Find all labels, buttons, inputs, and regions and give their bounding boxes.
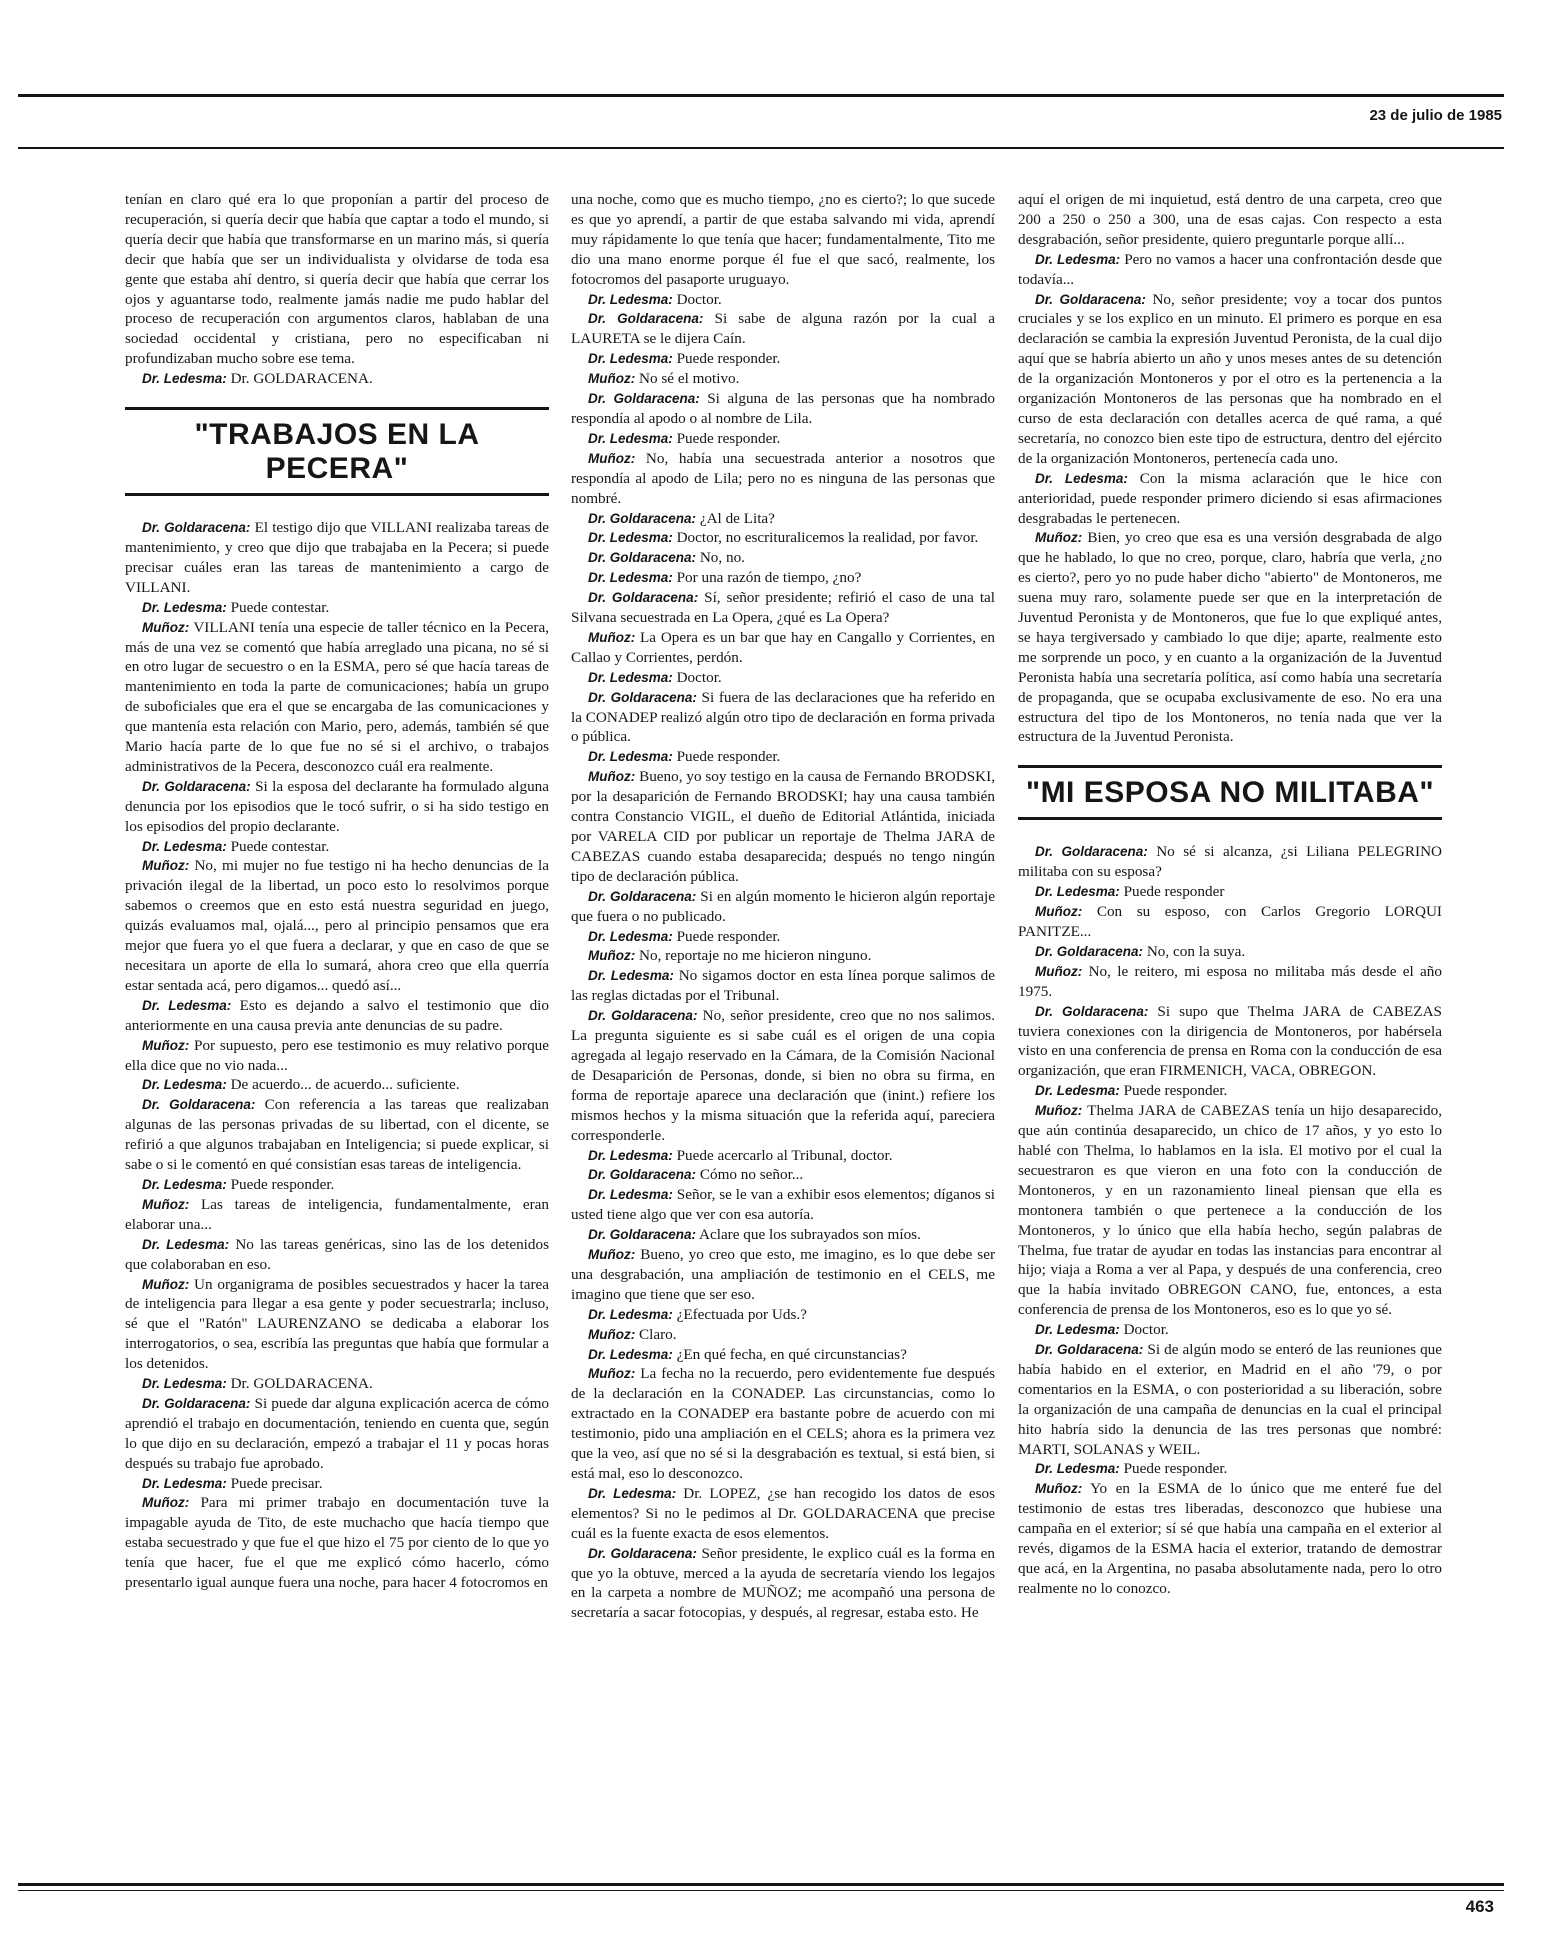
transcript-paragraph <box>125 1195 549 1235</box>
speaker-label: Dr. Ledesma: <box>1035 884 1120 900</box>
paragraph-text: Yo en la ESMA de lo único que me enteré fue del testimonio de estas tres liberadas, desconozco que hubiese una campaña en el exterior; sí sé que había una campaña en el exterior al revés, digamos de la ESMA hacia el exterior, tratando de demostrar que acá, en la Argentina, no pasaba absolutamente nada, pero lo otro realmente no lo conozco. <box>1018 1480 1442 1597</box>
speaker-label: Muñoz: <box>1035 530 1083 546</box>
speaker-label: Dr. Ledesma: <box>1035 1083 1120 1099</box>
paragraph-text: No sigamos doctor en esta línea porque salimos de las reglas dictadas por el Tribunal. <box>571 967 995 1005</box>
transcript-paragraph <box>571 509 995 529</box>
text-column-1 <box>125 190 549 1830</box>
paragraph-text: una noche, como que es mucho tiempo, ¿no es cierto?; lo que sucede es que yo aprendí, a partir de que estaba salvando mi vida, aprendí muy rápidamente lo que tenía que hacer; fundamentalmente, Tito me dio una mano enorme porque él fue el que sacó, realmente, los fotocromos del pasaporte uruguayo. <box>571 191 995 288</box>
transcript-paragraph <box>125 1493 549 1593</box>
speaker-label: Dr. Goldaracena: <box>588 311 704 327</box>
transcript-paragraph <box>125 856 549 995</box>
transcript-paragraph <box>125 777 549 837</box>
speaker-label: Dr. Ledesma: <box>588 749 673 765</box>
transcript-paragraph <box>571 927 995 947</box>
paragraph-text: ¿Efectuada por Uds.? <box>676 1305 807 1323</box>
paragraph-text: Si supo que Thelma JARA de CABEZAS tuviera conexiones con la dirigencia de Montoneros, por habérsela visto en una conferencia de prensa en Roma con la conducción de esa organización, que eran FIRMENICH, VACA, OBREGON. <box>1018 1002 1442 1080</box>
speaker-label: Dr. Goldaracena: <box>142 778 251 794</box>
transcript-paragraph <box>571 429 995 449</box>
transcript-paragraph <box>571 449 995 509</box>
speaker-label: Dr. Goldaracena: <box>588 888 697 904</box>
speaker-label: Muñoz: <box>588 1326 636 1342</box>
speaker-label: Dr. Goldaracena: <box>1035 291 1146 307</box>
speaker-label: Muñoz: <box>588 948 636 964</box>
transcript-paragraph <box>571 190 995 290</box>
speaker-label: Muñoz: <box>588 371 636 387</box>
speaker-label: Dr. Ledesma: <box>588 1147 673 1163</box>
transcript-paragraph <box>1018 902 1442 942</box>
paragraph-text: No, no. <box>699 549 745 567</box>
paragraph-text: Puede responder. <box>230 1175 335 1193</box>
speaker-label: Dr. Ledesma: <box>588 1187 673 1203</box>
paragraph-text: No, le reitero, mi esposa no militaba más desde el año 1975. <box>1018 962 1442 1000</box>
transcript-paragraph <box>571 1245 995 1305</box>
speaker-label: Dr. Goldaracena: <box>588 1167 697 1183</box>
speaker-label: Dr. Goldaracena: <box>142 1097 256 1113</box>
speaker-label: Muñoz: <box>142 1196 190 1212</box>
speaker-label: Dr. Ledesma: <box>588 1485 677 1501</box>
transcript-paragraph <box>571 349 995 369</box>
paragraph-text: Dr. LOPEZ, ¿se han recogido los datos de esos elementos? Si no le pedimos al Dr. GOLDARACENA que precise cuál es la fuente exacta de esos elementos. <box>571 1484 995 1542</box>
paragraph-text: Puede responder. <box>676 350 781 368</box>
paragraph-text: De acuerdo... de acuerdo... suficiente. <box>230 1076 460 1094</box>
paragraph-text: Para mi primer trabajo en documentación tuve la impagable ayuda de Tito, de este muchacho que hacía tiempo que estaba secuestrado y que fue el que hizo el 75 por ciento de lo que yo tenía que hacer, fue el que me explicó cómo hacerlo, cómo presentarlo igual aunque fuera una noche, para hacer 4 fotocromos en <box>125 1494 549 1592</box>
transcript-paragraph <box>1018 1479 1442 1598</box>
paragraph-text: No, con la suya. <box>1146 942 1246 960</box>
speaker-label: Dr. Ledesma: <box>142 1236 230 1252</box>
transcript-paragraph <box>125 1075 549 1095</box>
transcript-paragraph <box>571 1006 995 1145</box>
speaker-label: Dr. Ledesma: <box>588 1346 673 1362</box>
transcript-paragraph <box>125 1394 549 1474</box>
paragraph-text: No, había una secuestrada anterior a nosotros que respondía al apodo de Lila; pero no es ninguna de las personas que nombré. <box>571 449 995 507</box>
paragraph-text: Doctor, no escrituralicemos la realidad, por favor. <box>676 529 979 547</box>
paragraph-text: Un organigrama de posibles secuestrados y hacer la tarea de inteligencia para llegar a esa gente y poder secuestrarla; incluso, sé que el "Ratón" LAURENZANO se dedicaba a elaborar los interrogatorios, o sea, escribía las preguntas que había que formular a los detenidos. <box>125 1275 549 1373</box>
header-date: 23 de julio de 1985 <box>1369 107 1502 124</box>
speaker-label: Dr. Ledesma: <box>588 291 673 307</box>
transcript-paragraph <box>571 588 995 628</box>
transcript-paragraph <box>1018 882 1442 902</box>
transcript-paragraph <box>1018 190 1442 250</box>
paragraph-text: No sé el motivo. <box>639 370 740 388</box>
paragraph-text: No las tareas genéricas, sino las de los detenidos que colaboraban en eso. <box>125 1235 549 1273</box>
paragraph-text: Con la misma aclaración que le hice con anterioridad, puede responder primero diciendo si esas afirmaciones desgrabadas le pertenecen. <box>1018 469 1442 527</box>
transcript-paragraph <box>1018 962 1442 1002</box>
speaker-label: Muñoz: <box>588 1247 636 1263</box>
speaker-label: Dr. Goldaracena: <box>588 1545 697 1561</box>
transcript-paragraph <box>571 1225 995 1245</box>
speaker-label: Dr. Ledesma: <box>142 599 227 615</box>
transcript-paragraph <box>1018 1002 1442 1082</box>
transcript-paragraph <box>571 528 995 548</box>
speaker-label: Dr. Ledesma: <box>1035 1461 1120 1477</box>
speaker-label: Dr. Ledesma: <box>142 371 227 387</box>
paragraph-text: No, mi mujer no fue testigo ni ha hecho denuncias de la privación ilegal de la libertad, un poco esto lo resolvimos porque sabemos o creemos que en esto está nuestra seguridad en juego, quizás evaluamos mal, ojalá..., pero al principio pensamos que era mejor que fuera yo el que fuera a declarar, y que en caso de que se necesitara un aporte de ella lo sumará, ahora creo que ella querría estar sentada acá, pero digamos... quedó así... <box>125 857 549 994</box>
transcript-paragraph <box>1018 1081 1442 1101</box>
transcript-paragraph <box>571 1364 995 1483</box>
transcript-paragraph <box>571 1325 995 1345</box>
transcript-paragraph <box>1018 1320 1442 1340</box>
footer-rule-thin <box>18 1890 1504 1891</box>
paragraph-text: No, señor presidente; voy a tocar dos puntos cruciales y se los explico en un minuto. El primero es porque en esa declaración se cambia la expresión Juventud Peronista, de la cual dijo aquí que se habría abierto un año y unos meses antes de su detención de la organización Montoneros y por el otro es la pertenencia a la organización Montoneros de las personas que ha nombrado en el curso de esta declaración con detalles acerca de qué rama, a qué secretaría, no conozco bien este tipo de estructura, dentro del ejército de la organización Montoneros, pertenecía cada uno. <box>1018 290 1442 467</box>
paragraph-text: La fecha no la recuerdo, pero evidentemente fue después de la declaración en la CONADEP. Las circunstancias, como lo extractado en la CONADEP era bastante pobre de acuerdo con mi testimonio, pido una ampliación en el CELS; ahora es la primera vez que la veo, así que no sé si la desgrabación es textual, si está bien, si está mal, eso lo desconozco. <box>571 1365 995 1482</box>
paragraph-text: Si fuera de las declaraciones que ha referido en la CONADEP realizó algún otro tipo de declaración en forma privada o pública. <box>571 688 995 746</box>
paragraph-text: Cómo no señor... <box>699 1166 804 1184</box>
transcript-paragraph <box>1018 842 1442 882</box>
paragraph-text: Puede contestar. <box>230 837 330 855</box>
paragraph-text: Doctor. <box>676 668 722 686</box>
transcript-paragraph <box>571 1165 995 1185</box>
paragraph-text: Con su esposo, con Carlos Gregorio LORQUI PANITZE... <box>1018 903 1442 940</box>
paragraph-text: Por supuesto, pero ese testimonio es muy relativo porque ella dice que no vio nada... <box>125 1036 549 1074</box>
transcript-paragraph <box>571 1484 995 1544</box>
paragraph-text: Puede precisar. <box>230 1474 323 1492</box>
speaker-label: Dr. Ledesma: <box>142 1176 227 1192</box>
transcript-paragraph <box>1018 290 1442 469</box>
speaker-label: Dr. Goldaracena: <box>1035 1003 1149 1019</box>
paragraph-text: Esto es dejando a salvo el testimonio que dio anteriormente en una causa previa ante denuncias de su padre. <box>125 996 549 1034</box>
transcript-paragraph <box>571 1345 995 1365</box>
transcript-paragraph <box>1018 528 1442 747</box>
paragraph-text: No sé si alcanza, ¿si Liliana PELEGRINO militaba con su esposa? <box>1018 843 1442 881</box>
text-column-3 <box>1018 190 1442 1830</box>
transcript-paragraph <box>571 1305 995 1325</box>
transcript-paragraph <box>125 598 549 618</box>
transcript-paragraph <box>125 837 549 857</box>
section-headline: "MI ESPOSA NO MILITABA" <box>1018 765 1442 820</box>
paragraph-text: Sí, señor presidente; refirió el caso de una tal Silvana secuestrada en La Opera, ¿qué es La Opera? <box>571 589 995 627</box>
transcript-paragraph <box>571 628 995 668</box>
transcript-paragraph <box>125 518 549 598</box>
transcript-paragraph <box>571 548 995 568</box>
speaker-label: Muñoz: <box>588 769 636 785</box>
paragraph-text: No, reportaje no me hicieron ninguno. <box>639 947 872 965</box>
speaker-label: Dr. Goldaracena: <box>588 1227 697 1243</box>
paragraph-text: Puede contestar. <box>230 598 330 616</box>
paragraph-text: tenían en claro qué era lo que proponían a partir del proceso de recuperación, si quería decir que había que captar a todo el mundo, si quería decir que había que transformarse en un marino más, si quería decir que había que ser un individualista y olvidarse de toda esa gente que estaba ahí dentro, si quería decir que había que cerrar los ojos y aguantarse todo, realmente jamás nadie me pudo hablar del proceso de recuperación con argumentos claros, hablaban de una sociedad occidental y cristiana, pero no especificaban ni profundizaban mucho sobre ese tema. <box>125 191 549 368</box>
speaker-label: Dr. Ledesma: <box>588 1306 673 1322</box>
transcript-paragraph <box>571 1146 995 1166</box>
speaker-label: Dr. Goldaracena: <box>142 520 251 536</box>
transcript-paragraph <box>571 668 995 688</box>
transcript-paragraph <box>1018 1340 1442 1459</box>
paragraph-text: Si sabe de alguna razón por la cual a LAURETA se le dijera Caín. <box>571 310 995 348</box>
paragraph-text: Dr. GOLDARACENA. <box>230 1375 373 1393</box>
transcript-paragraph <box>571 767 995 886</box>
speaker-label: Muñoz: <box>142 858 190 874</box>
text-column-2 <box>571 190 995 1830</box>
transcript-paragraph <box>571 369 995 389</box>
transcript-paragraph <box>125 996 549 1036</box>
speaker-label: Dr. Ledesma: <box>142 1077 227 1093</box>
speaker-label: Dr. Ledesma: <box>142 1376 227 1392</box>
transcript-paragraph <box>571 887 995 927</box>
speaker-label: Dr. Ledesma: <box>1035 1322 1120 1338</box>
paragraph-text: Si la esposa del declarante ha formulado alguna denuncia por los episodios que le tocó sufrir, o si ha sido testigo en los episodios del propio declarante. <box>125 777 549 835</box>
transcript-paragraph <box>571 946 995 966</box>
paragraph-text: aquí el origen de mi inquietud, está dentro de una carpeta, creo que 200 a 250 o 250 a 300, una de esas cajas. Con respecto a esta desgrabación, señor presidente, quiero preguntarle porque allí... <box>1018 191 1442 248</box>
header-rule <box>18 147 1504 149</box>
transcript-paragraph <box>1018 469 1442 529</box>
transcript-paragraph <box>571 389 995 429</box>
paragraph-text: ¿Al de Lita? <box>699 509 775 527</box>
paragraph-text: Si en algún momento le hicieron algún reportaje que fuera o no publicado. <box>571 887 995 925</box>
paragraph-text: La Opera es un bar que hay en Cangallo y Corrientes, en Callao y Corrientes, perdón. <box>571 628 995 666</box>
paragraph-text: Claro. <box>639 1325 677 1343</box>
speaker-label: Muñoz: <box>142 1495 190 1511</box>
paragraph-text: Dr. GOLDARACENA. <box>230 370 373 388</box>
transcript-paragraph <box>125 1036 549 1076</box>
speaker-label: Dr. Ledesma: <box>142 1475 227 1491</box>
paragraph-text: Bueno, yo soy testigo en la causa de Fernando BRODSKI, por la desaparición de Fernando BRODSKI; hay una causa también contra Constancio VIGIL, el dueño de Editorial Atlántida, iniciada por VARELA CID por publicar un reportaje de Thelma JARA de CABEZAS cuando estaba desaparecida; después no tengo ningún tipo de declaración pública. <box>571 768 995 885</box>
transcript-paragraph <box>1018 1459 1442 1479</box>
speaker-label: Dr. Goldaracena: <box>1035 1342 1144 1358</box>
paragraph-text: El testigo dijo que VILLANI realizaba tareas de mantenimiento, y creo que dijo que trabajaba en la Pecera; si puede precisar cuáles eran las tareas de mantenimiento a cargo de VILLANI. <box>125 519 549 596</box>
speaker-label: Dr. Ledesma: <box>588 928 673 944</box>
paragraph-text: Con referencia a las tareas que realizaban algunas de las personas privadas de su libertad, con el dicente, se refirió a que algunos trabajaban en Inteligencia; si puede explicar, si sabe o si le comentó en qué consistían esas tareas de inteligencia. <box>125 1096 549 1174</box>
speaker-label: Dr. Ledesma: <box>142 838 227 854</box>
speaker-label: Dr. Ledesma: <box>588 968 674 984</box>
transcript-paragraph <box>1018 250 1442 290</box>
speaker-label: Muñoz: <box>1035 904 1083 920</box>
speaker-label: Muñoz: <box>1035 963 1083 979</box>
paragraph-text: ¿En qué fecha, en qué circunstancias? <box>676 1345 907 1363</box>
transcript-paragraph <box>125 1095 549 1175</box>
speaker-label: Muñoz: <box>588 450 636 466</box>
speaker-label: Muñoz: <box>588 629 636 645</box>
speaker-label: Dr. Ledesma: <box>1035 251 1121 267</box>
top-rule <box>18 94 1504 97</box>
paragraph-text: Si de algún modo se enteró de las reuniones que había habido en el exterior, en Madrid en el año '79, o por comentarios en la ESMA, o con posterioridad a su liberación, sobre la organización de una campaña de denuncias en la cual el principal hito habría sido la denuncia de las tres personas que nombré: MARTI, SOLANAS y WEIL. <box>1018 1341 1442 1458</box>
section-headline: "TRABAJOS EN LA PECERA" <box>125 407 549 496</box>
speaker-label: Dr. Goldaracena: <box>588 689 697 705</box>
paragraph-text: No, señor presidente, creo que no nos salimos. La pregunta siguiente es si sabe cuál es el origen de una copia agregada al legajo reservado en la Cámara, de la Comisión Nacional de Desaparición de Personas, donde, si bien no obra su firma, en forma de reportaje aparece una declaración que (inint.) refiere los mismos hechos y la misma situación que la referida aquí, pareciera corresponderle. <box>571 1007 995 1144</box>
speaker-label: Dr. Goldaracena: <box>588 391 700 407</box>
speaker-label: Muñoz: <box>588 1366 636 1382</box>
paragraph-text: Puede responder <box>1123 883 1225 901</box>
transcript-paragraph <box>571 688 995 748</box>
transcript-paragraph <box>125 1374 549 1394</box>
speaker-label: Dr. Goldaracena: <box>588 1008 698 1024</box>
transcript-paragraph <box>571 309 995 349</box>
paragraph-text: Puede responder. <box>676 748 781 766</box>
transcript-paragraph <box>125 369 549 389</box>
paragraph-text: Bien, yo creo que esa es una versión desgrabada de algo que he hablado, lo que no creo, porque, claro, habría que verla, ¿no es cierto?, pero yo no pude haber dicho "abierto" de Montoneros, me suena muy raro, solamente puede ser que en la interpretación de Juventud Peronista y de Montoneros, que fue lo que expliqué antes, se haya tergiversado y cambiado lo que dije; aparte, realmente esto me sorprende un poco, y en cuanto a la organización de la Juventud Peronista había una secretaría política, así como había una secretaría de propaganda, que se ocupaba exclusivamente de eso. No era una estructura del tipo de los Montoneros, no tenía nada que ver la estructura de la Juventud Peronista. <box>1018 529 1442 746</box>
paragraph-text: Las tareas de inteligencia, fundamentalmente, eran elaborar una... <box>125 1195 549 1233</box>
speaker-label: Muñoz: <box>142 1276 190 1292</box>
transcript-paragraph <box>571 290 995 310</box>
paragraph-text: Puede responder. <box>1123 1082 1228 1100</box>
transcript-paragraph <box>1018 942 1442 962</box>
paragraph-text: Puede responder. <box>676 429 781 447</box>
footer-rule <box>18 1883 1504 1886</box>
paragraph-text: Señor presidente, le explico cuál es la forma en que yo la obtuve, merced a la ayuda de secretaría viendo los legajos en la carpeta a nombre de MUÑOZ; me acompañó una persona de secretaría a sacar fotocopias, y después, al regresar, estaba esto. He <box>571 1544 995 1622</box>
speaker-label: Dr. Goldaracena: <box>1035 943 1144 959</box>
paragraph-text: Bueno, yo creo que esto, me imagino, es lo que debe ser una desgrabación, una ampliación de testimonio en el CELS, me imagino que tiene que ser eso. <box>571 1246 995 1303</box>
paragraph-text: Señor, se le van a exhibir esos elementos; díganos si usted tiene algo que ver con esa autoría. <box>571 1186 995 1224</box>
transcript-paragraph <box>125 190 549 369</box>
paragraph-text: Puede acercarlo al Tribunal, doctor. <box>676 1146 893 1164</box>
paragraph-text: Doctor. <box>676 290 722 308</box>
speaker-label: Dr. Ledesma: <box>588 530 673 546</box>
paragraph-text: Puede responder. <box>1123 1460 1228 1478</box>
transcript-paragraph <box>571 1185 995 1225</box>
paragraph-text: Si alguna de las personas que ha nombrado respondía al apodo o al nombre de Lila. <box>571 390 995 427</box>
paragraph-text: VILLANI tenía una especie de taller técnico en la Pecera, más de una vez se comentó que había arreglado una picana, no sé si en otro lugar de secuestro o en la ESMA, pero sé que hacía tareas de mantenimiento en toda la parte de comunicaciones; había un grupo de suboficiales que era el que se encargaba de las comunicaciones y que mantenía esta relación con Mario, pero, además, también sé que Mario hacía parte de lo que fue no sé si el archivo, o trabajos administrativos de la Pecera, desconozco cuál era realmente. <box>125 618 549 775</box>
transcript-paragraph <box>125 1235 549 1275</box>
speaker-label: Dr. Goldaracena: <box>142 1395 251 1411</box>
transcript-paragraph <box>571 966 995 1006</box>
paragraph-text: Si puede dar alguna explicación acerca de cómo aprendió el trabajo en documentación, teniendo en cuenta que, según lo que dijo en su declaración, empezó a trabajar el 11 y pocas horas después su trabajo fue aprobado. <box>125 1394 549 1472</box>
page-number: 463 <box>1465 1897 1494 1916</box>
speaker-label: Muñoz: <box>1035 1481 1083 1497</box>
speaker-label: Dr. Ledesma: <box>1035 470 1128 486</box>
speaker-label: Muñoz: <box>1035 1103 1083 1119</box>
speaker-label: Dr. Ledesma: <box>588 570 673 586</box>
paragraph-text: Pero no vamos a hacer una confrontación desde que todavía... <box>1018 250 1442 288</box>
speaker-label: Dr. Goldaracena: <box>588 590 699 606</box>
speaker-label: Dr. Goldaracena: <box>588 550 697 566</box>
speaker-label: Dr. Ledesma: <box>588 351 673 367</box>
speaker-label: Dr. Goldaracena: <box>1035 844 1148 860</box>
transcript-paragraph <box>125 1175 549 1195</box>
speaker-label: Dr. Ledesma: <box>588 669 673 685</box>
speaker-label: Dr. Ledesma: <box>142 997 232 1013</box>
transcript-paragraph <box>125 1275 549 1375</box>
paragraph-text: Puede responder. <box>676 927 781 945</box>
speaker-label: Dr. Goldaracena: <box>588 510 697 526</box>
transcript-paragraph <box>1018 1101 1442 1320</box>
speaker-label: Muñoz: <box>142 619 190 635</box>
paragraph-text: Doctor. <box>1123 1321 1169 1339</box>
transcript-paragraph <box>125 618 549 777</box>
transcript-paragraph <box>571 568 995 588</box>
paragraph-text: Por una razón de tiempo, ¿no? <box>676 569 862 587</box>
speaker-label: Dr. Ledesma: <box>588 430 673 446</box>
transcript-paragraph <box>571 1544 995 1624</box>
transcript-paragraph <box>125 1474 549 1494</box>
transcript-paragraph <box>571 747 995 767</box>
speaker-label: Muñoz: <box>142 1037 190 1053</box>
paragraph-text: Aclare que los subrayados son míos. <box>699 1226 921 1244</box>
paragraph-text: Thelma JARA de CABEZAS tenía un hijo desaparecido, que aún continúa desaparecido, un chico de 17 años, y yo esto lo hablé con Thelma, lo hablamos en la isla. El motivo por el cual la secuestraron es que vieron en una foto con la conducción de Montoneros, y en un razonamiento lineal piensan que ella es montonera también o que pertenece a la conducción de los Montoneros, y lo único que ella había hecho, según palabras de Thelma, fue tratar de ayudar en todas las instancias para encontrar al hijo; viaja a Roma a ver al Papa, y después de una conferencia, creo que la había invitado OBREGON CANO, fue, entonces, a esta conferencia de prensa de los Montoneros, eso es lo que yo sé. <box>1018 1102 1442 1319</box>
